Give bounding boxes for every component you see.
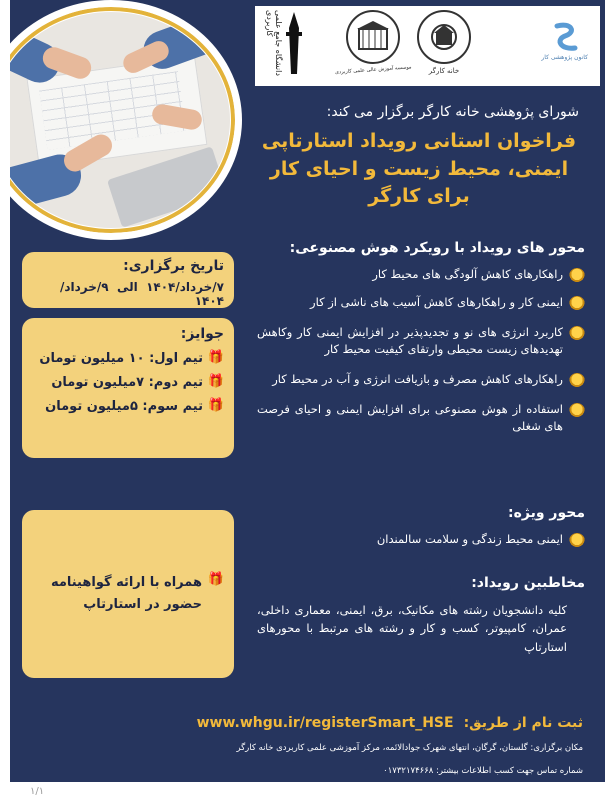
date-range: ۷/خرداد/۱۴۰۴ الی ۹/خرداد/۱۴۰۴	[59, 280, 224, 308]
gift-icon: 🎁	[207, 350, 224, 365]
special-axis-heading: محور ویژه:	[508, 505, 585, 521]
gift-icon: 🎁	[207, 398, 224, 413]
institute-logo-icon	[346, 10, 400, 64]
date-card	[22, 252, 234, 308]
special-axis-section	[257, 505, 585, 549]
audience-heading: مخاطبین رویداد:	[471, 575, 585, 591]
list-item: ایمنی کار و راهکارهای کاهش آسیب های ناشی از کار	[257, 294, 585, 312]
lightbulb-icon	[569, 533, 585, 549]
lightbulb-icon	[569, 373, 585, 389]
ai-axes-section	[257, 240, 585, 435]
institute-logo-text: موسسه آموزش عالی علمی کاربردی	[334, 64, 412, 76]
list-item: ایمنی محیط زندگی و سلامت سالمندان	[257, 531, 585, 549]
registration-label: ثبت نام از طریق:	[463, 715, 583, 731]
gift-icon: 🎁	[207, 571, 224, 587]
lightbulb-icon	[569, 403, 585, 419]
prizes-heading: جوایز:	[180, 326, 224, 342]
center-logo	[541, 22, 588, 61]
lightbulb-icon	[569, 326, 585, 342]
lightbulb-icon	[569, 268, 585, 284]
list-item: 🎁 تیم دوم: ۷میلیون تومان	[51, 374, 224, 390]
ai-axes-heading: محور های رویداد با رویکرد هوش مصنوعی:	[289, 240, 585, 256]
audience-section	[257, 575, 585, 656]
list-item: راهکارهای کاهش آلودگی های محیط کار	[257, 266, 585, 284]
list-item: 🎁 تیم اول: ۱۰ میلیون تومان	[39, 350, 224, 366]
lightbulb-icon	[569, 296, 585, 312]
certificate-text: همراه با ارائه گواهینامه حضور در استارتاپ	[50, 574, 202, 612]
center-logo-icon	[551, 22, 579, 52]
page-indicator: ۱/۱	[30, 786, 45, 797]
teamwork-photo	[0, 0, 242, 240]
university-logo-text: دانشگاه جامع علمی کاربردی	[265, 10, 283, 76]
gift-icon: 🎁	[207, 374, 224, 389]
workers-house-logo-text: خانه کارگر	[428, 67, 460, 75]
university-logo-icon	[283, 12, 305, 74]
contact-phone: شماره تماس جهت کسب اطلاعات بیشتر: ۰۱۷۳۲۱۷۴۶۶۸	[383, 766, 583, 776]
prizes-card	[22, 318, 234, 458]
registration-link[interactable]: www.whgu.ir/registerSmart_HSE	[196, 715, 454, 731]
workers-house-logo-icon	[417, 10, 471, 64]
date-heading: تاریخ برگزاری:	[123, 258, 224, 274]
logo-strip	[255, 6, 600, 86]
list-item: کاربرد انرژی های نو و تجدیدپذیر در افزایش ایمنی کار وکاهش تهدیدهای زیست محیطی وارتقای کیفیت محیط کار	[257, 324, 585, 359]
list-item: راهکارهای کاهش مصرف و بازیافت انرژی و آب در محیط کار	[257, 371, 585, 389]
audience-text: کلیه دانشجویان رشته های مکانیک، برق، ایمنی، معماری داخلی، عمران، کامپیوتر، کسب و کار و رشته های مرتبط با محورهای استارتاپ	[257, 603, 567, 654]
organizer-line: شورای پژوهشی خانه کارگر برگزار می کند:	[326, 104, 579, 120]
registration-row	[23, 715, 583, 731]
venue-address: مکان برگزاری: گلستان، گرگان، انتهای شهرک جوادالائمه، مرکز آموزشی علمی کاربردی خانه کارگر	[236, 743, 583, 753]
list-item: 🎁 تیم سوم: ۵میلیون تومان	[45, 398, 224, 414]
certificate-card	[22, 510, 234, 678]
event-title: فراخوان استانی رویداد استارتاپی ایمنی، محیط زیست و احیای کار برای کارگر	[261, 130, 577, 208]
center-logo-text: کانون پژوهشی کار	[541, 54, 588, 61]
list-item: استفاده از هوش مصنوعی برای افزایش ایمنی و احیای فرصت های شغلی	[257, 401, 585, 436]
